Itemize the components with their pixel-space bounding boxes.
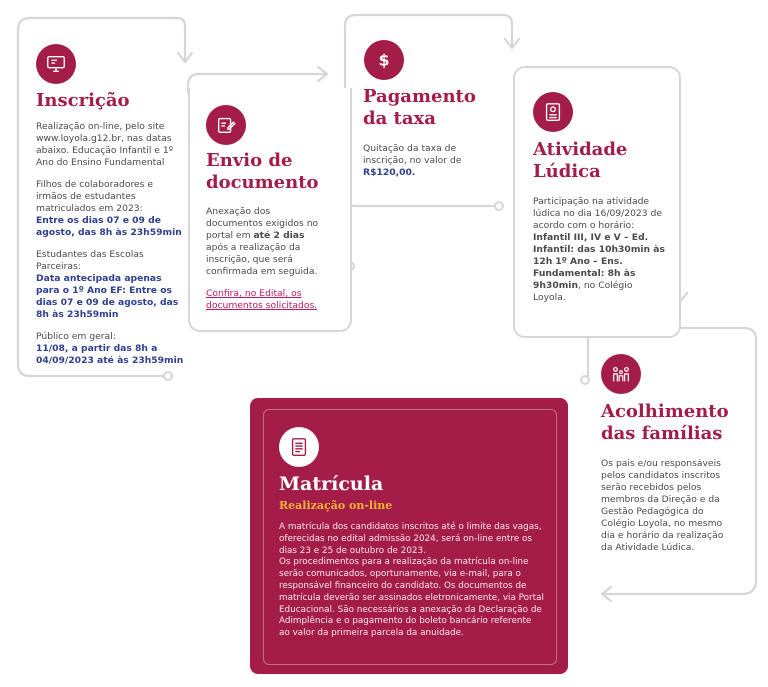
id-card-icon [533, 92, 573, 132]
edital-link[interactable]: Confira, no Edital, os documentos solicitados. [206, 288, 318, 311]
matricula-p2: Os procedimentos para a realização da matrícula on-line serão comunicados, oportunamente, via e-mail, para o responsável financeiro do candidato. Os documentos de matrícula deverão ser assinados eletronicamente, via Portal Educacional. São necessários a anexação da Declaração de Adimplência e o pagamento do boleto bancário referente ao valor da primeira parcela da anuidade. [279, 557, 544, 639]
inscricao-p3: Estudantes das Escolas Parceiras: [36, 249, 144, 272]
inscricao-p3-highlight: Data antecipada apenas para o 1º Ano EF: Entre os dias 07 e 09 de agosto, das 8h às 23h59min [36, 273, 179, 320]
matricula-p1: A matrícula dos candidatos inscritos até o limite das vagas, oferecidas no edital admissão 2024, será on-line entre os dias 23 e 25 de outubro de 2023. [279, 522, 542, 556]
svg-text:$: $ [378, 51, 390, 70]
matricula-subtitle: Realização on-line [279, 499, 393, 512]
pagamento-title: Pagamento da taxa [363, 86, 476, 129]
inscricao-text [36, 121, 186, 377]
acolhimento-title: Acolhimento das famílias [601, 401, 729, 444]
inscricao-p2-highlight: Entre os dias 07 e 09 de agosto, das 8h às 23h59min [36, 215, 182, 238]
checklist-icon [279, 427, 319, 467]
atividade-title: Atividade Lúdica [533, 139, 628, 182]
envio-text: Anexação dos documentos exigidos no portal em até 2 dias após a realização da inscrição, que será confirmada em seguida. Confira, no Edital, os documentos solicitados. [206, 206, 319, 311]
inscricao-p1: Realização on-line, pelo site www.loyola.g12.br, nas datas abaixo. Educação Infantil e 1º Ano do Ensino Fundamental [36, 121, 174, 168]
dollar-icon [364, 40, 404, 80]
inscricao-p2: Filhos de colaboradores e irmãos de estudantes matriculados em 2023: [36, 179, 154, 214]
pagamento-value: R$120,00. [363, 167, 416, 178]
family-icon [601, 354, 641, 394]
atividade-text: Participação na atividade lúdica no dia 16/09/2023 de acordo com o horário: Infantil III, IV e V – Ed. Infantil: das 10h30min às 12h 1º Ano – Ens. Fundamental: 8h às 9h30min, no Colégio Loyola. [533, 196, 665, 303]
matricula-text [279, 522, 544, 640]
inscricao-p4: Público em geral: [36, 331, 116, 342]
inscricao-p4-highlight: 11/08, a partir das 8h a 04/09/2023 até às 23h59min [36, 343, 184, 366]
pagamento-text: Quitação da taxa de inscrição, no valor de R$120,00. [363, 143, 462, 178]
computer-icon [36, 44, 76, 84]
acolhimento-text: Os pais e/ou responsáveis pelos candidatos inscritos serão recebidos pelos membros da Direção e da Gestão Pedagógica do Colégio Loyola, no mesmo dia e horário da realização da Atividade Lúdica. [601, 458, 724, 553]
envio-title: Envio de documento [206, 150, 319, 193]
matricula-title: Matrícula [279, 473, 384, 495]
edit-document-icon [206, 105, 246, 145]
inscricao-title: Inscrição [36, 90, 130, 111]
